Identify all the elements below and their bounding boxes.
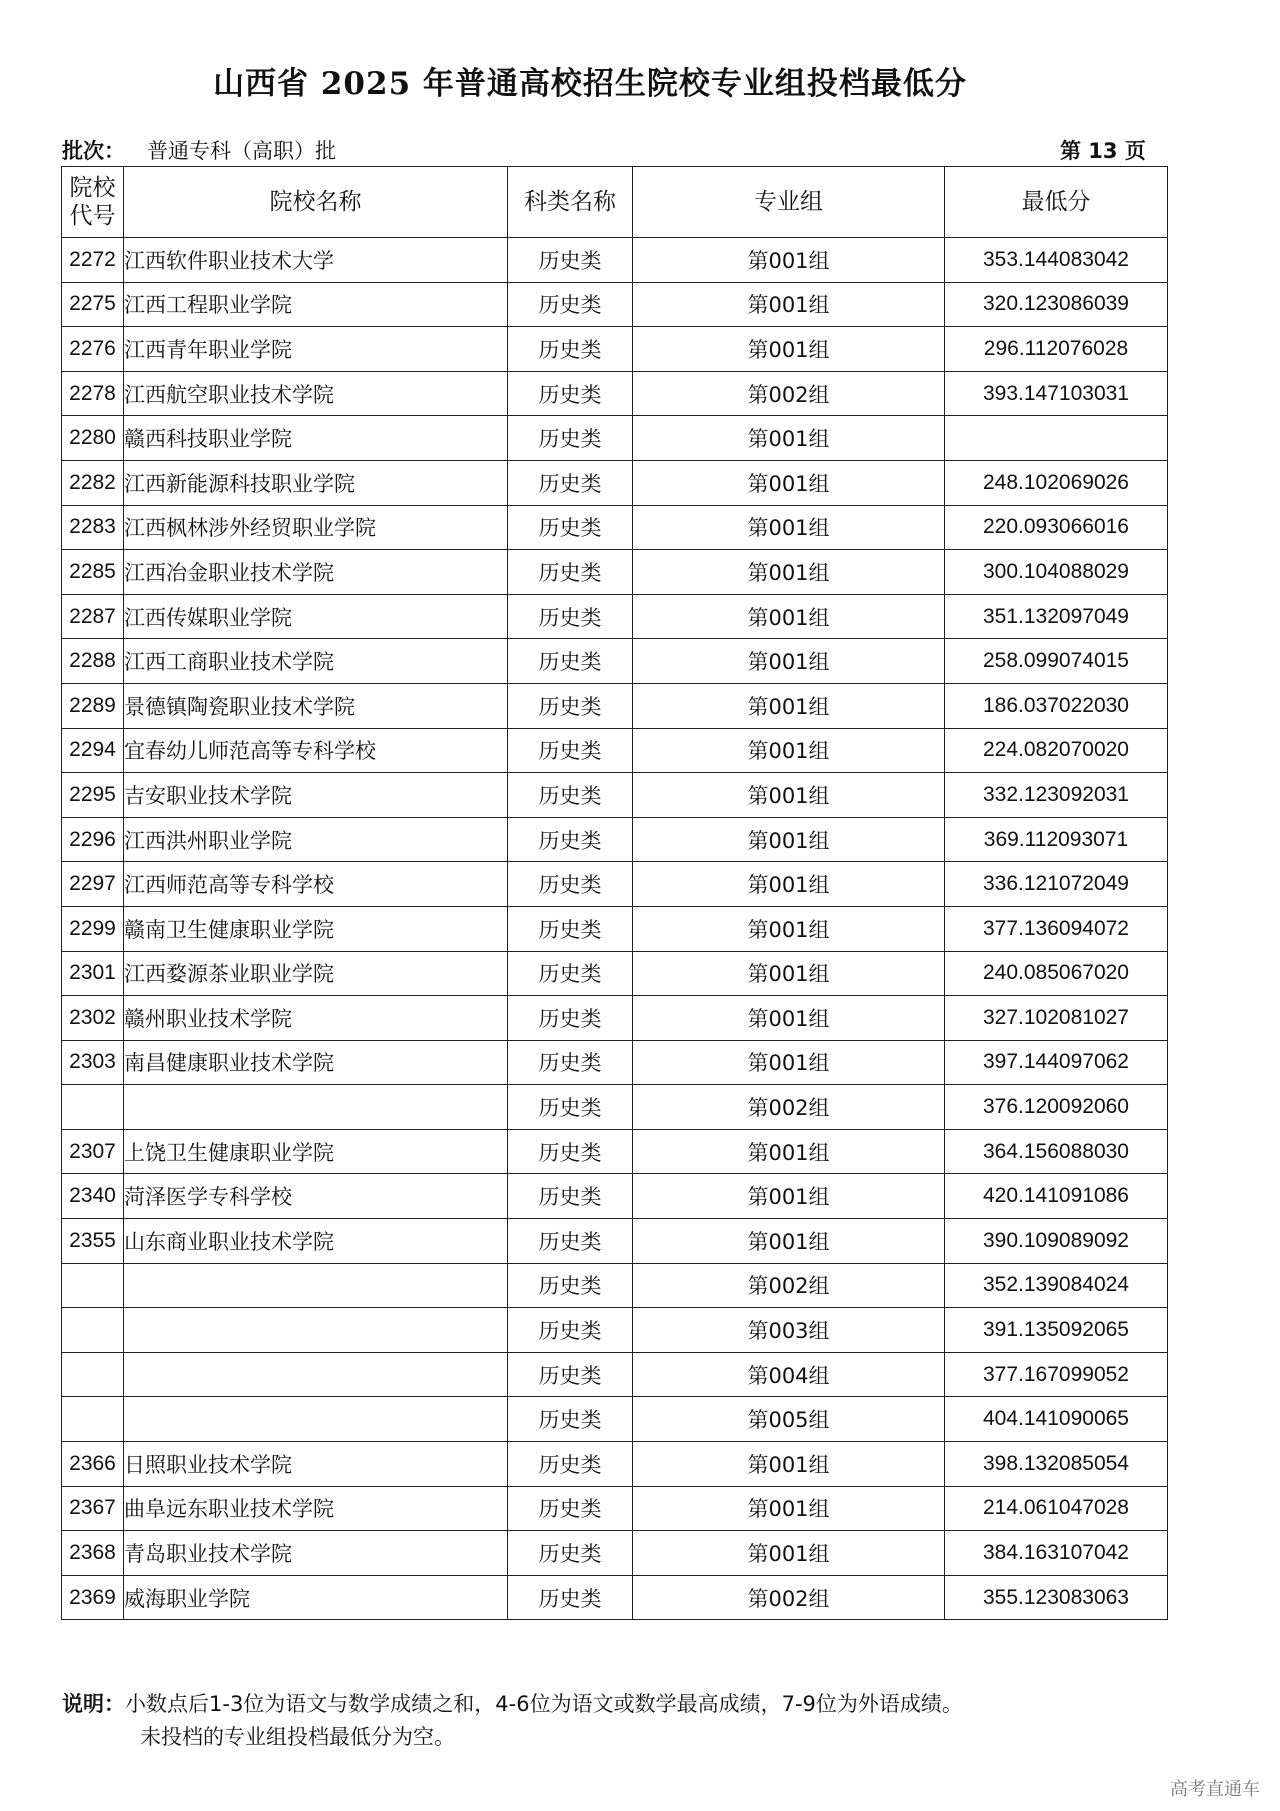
table-row bbox=[62, 1174, 1168, 1219]
row-school-name: 江西师范高等专科学校 bbox=[124, 862, 508, 907]
table-row bbox=[62, 1442, 1168, 1487]
note-line1: 小数点后1-3位为语文与数学成绩之和，4-6位为语文或数学最高成绩，7-9位为外语成绩。 bbox=[125, 1692, 963, 1716]
row-code bbox=[62, 1308, 124, 1353]
row-category: 历史类 bbox=[508, 773, 633, 818]
header-category: 科类名称 bbox=[508, 167, 633, 238]
row-group: 第002组 bbox=[633, 1575, 945, 1620]
row-school-name: 江西工程职业学院 bbox=[124, 282, 508, 327]
row-category: 历史类 bbox=[508, 951, 633, 996]
row-school-name: 江西工商职业技术学院 bbox=[124, 639, 508, 684]
row-group: 第004组 bbox=[633, 1352, 945, 1397]
row-category: 历史类 bbox=[508, 1352, 633, 1397]
row-code: 2369 bbox=[62, 1575, 124, 1620]
row-group: 第001组 bbox=[633, 1219, 945, 1264]
header-score: 最低分 bbox=[945, 167, 1168, 238]
row-category: 历史类 bbox=[508, 1575, 633, 1620]
row-school-name: 菏泽医学专科学校 bbox=[124, 1174, 508, 1219]
table-row bbox=[62, 862, 1168, 907]
row-min-score: 336.121072049 bbox=[945, 862, 1168, 907]
table-row bbox=[62, 1263, 1168, 1308]
table-row bbox=[62, 951, 1168, 996]
batch-label: 批次： bbox=[62, 139, 125, 163]
row-group: 第001组 bbox=[633, 416, 945, 461]
row-min-score: 220.093066016 bbox=[945, 505, 1168, 550]
footnote bbox=[62, 1688, 1182, 1754]
row-school-name: 青岛职业技术学院 bbox=[124, 1531, 508, 1576]
row-group: 第001组 bbox=[633, 1531, 945, 1576]
row-min-score: 384.163107042 bbox=[945, 1531, 1168, 1576]
row-category: 历史类 bbox=[508, 1442, 633, 1487]
row-min-score: 404.141090065 bbox=[945, 1397, 1168, 1442]
row-school-name: 江西洪州职业学院 bbox=[124, 817, 508, 862]
row-min-score: 420.141091086 bbox=[945, 1174, 1168, 1219]
header-code bbox=[62, 167, 124, 238]
row-min-score: 258.099074015 bbox=[945, 639, 1168, 684]
row-group: 第001组 bbox=[633, 1129, 945, 1174]
row-code: 2307 bbox=[62, 1129, 124, 1174]
row-group: 第001组 bbox=[633, 951, 945, 996]
row-category: 历史类 bbox=[508, 371, 633, 416]
row-group: 第001组 bbox=[633, 773, 945, 818]
row-code bbox=[62, 1352, 124, 1397]
row-min-score: 224.082070020 bbox=[945, 728, 1168, 773]
row-category: 历史类 bbox=[508, 1486, 633, 1531]
row-min-score: 248.102069026 bbox=[945, 460, 1168, 505]
row-min-score: 377.136094072 bbox=[945, 906, 1168, 951]
row-min-score: 352.139084024 bbox=[945, 1263, 1168, 1308]
row-category: 历史类 bbox=[508, 1129, 633, 1174]
row-code: 2368 bbox=[62, 1531, 124, 1576]
row-school-name: 南昌健康职业技术学院 bbox=[124, 1040, 508, 1085]
row-min-score: 393.147103031 bbox=[945, 371, 1168, 416]
row-code: 2295 bbox=[62, 773, 124, 818]
row-category: 历史类 bbox=[508, 862, 633, 907]
row-school-name: 江西软件职业技术大学 bbox=[124, 238, 508, 283]
row-group: 第001组 bbox=[633, 683, 945, 728]
row-category: 历史类 bbox=[508, 1263, 633, 1308]
row-min-score: 320.123086039 bbox=[945, 282, 1168, 327]
row-category: 历史类 bbox=[508, 1397, 633, 1442]
row-code: 2288 bbox=[62, 639, 124, 684]
table-row bbox=[62, 906, 1168, 951]
row-school-name: 赣南卫生健康职业学院 bbox=[124, 906, 508, 951]
row-group: 第001组 bbox=[633, 1442, 945, 1487]
row-category: 历史类 bbox=[508, 1531, 633, 1576]
row-code: 2297 bbox=[62, 862, 124, 907]
row-category: 历史类 bbox=[508, 1085, 633, 1130]
row-category: 历史类 bbox=[508, 1219, 633, 1264]
row-group: 第001组 bbox=[633, 238, 945, 283]
table-row bbox=[62, 327, 1168, 372]
row-min-score: 391.135092065 bbox=[945, 1308, 1168, 1353]
row-category: 历史类 bbox=[508, 460, 633, 505]
note-line2: 未投档的专业组投档最低分为空。 bbox=[140, 1725, 455, 1749]
row-category: 历史类 bbox=[508, 1308, 633, 1353]
row-min-score: 355.123083063 bbox=[945, 1575, 1168, 1620]
row-school-name: 江西航空职业技术学院 bbox=[124, 371, 508, 416]
row-min-score: 351.132097049 bbox=[945, 594, 1168, 639]
row-school-name: 江西新能源科技职业学院 bbox=[124, 460, 508, 505]
table-header-row bbox=[62, 167, 1168, 238]
row-min-score: 300.104088029 bbox=[945, 550, 1168, 595]
row-group: 第001组 bbox=[633, 1040, 945, 1085]
row-school-name: 江西传媒职业学院 bbox=[124, 594, 508, 639]
row-code: 2272 bbox=[62, 238, 124, 283]
table-row bbox=[62, 1308, 1168, 1353]
table-row bbox=[62, 683, 1168, 728]
row-category: 历史类 bbox=[508, 1040, 633, 1085]
row-category: 历史类 bbox=[508, 817, 633, 862]
row-code: 2285 bbox=[62, 550, 124, 595]
row-group: 第001组 bbox=[633, 460, 945, 505]
batch-value: 普通专科（高职）批 bbox=[147, 139, 336, 163]
row-code: 2294 bbox=[62, 728, 124, 773]
table-row bbox=[62, 773, 1168, 818]
row-min-score: 186.037022030 bbox=[945, 683, 1168, 728]
table-row bbox=[62, 1040, 1168, 1085]
row-min-score: 327.102081027 bbox=[945, 996, 1168, 1041]
row-category: 历史类 bbox=[508, 416, 633, 461]
row-school-name: 江西冶金职业技术学院 bbox=[124, 550, 508, 595]
row-code: 2301 bbox=[62, 951, 124, 996]
row-code: 2287 bbox=[62, 594, 124, 639]
row-group: 第001组 bbox=[633, 327, 945, 372]
table-row bbox=[62, 416, 1168, 461]
row-group: 第002组 bbox=[633, 1085, 945, 1130]
row-min-score: 214.061047028 bbox=[945, 1486, 1168, 1531]
row-category: 历史类 bbox=[508, 282, 633, 327]
row-school-name bbox=[124, 1263, 508, 1308]
row-code: 2275 bbox=[62, 282, 124, 327]
row-group: 第001组 bbox=[633, 817, 945, 862]
table-row bbox=[62, 238, 1168, 283]
row-school-name: 日照职业技术学院 bbox=[124, 1442, 508, 1487]
table-row bbox=[62, 996, 1168, 1041]
table-row bbox=[62, 817, 1168, 862]
row-school-name: 赣州职业技术学院 bbox=[124, 996, 508, 1041]
watermark: 高考直通车 bbox=[1170, 1779, 1260, 1800]
table-row bbox=[62, 1352, 1168, 1397]
score-table bbox=[61, 166, 1168, 1620]
table-row bbox=[62, 1531, 1168, 1576]
row-school-name: 景德镇陶瓷职业技术学院 bbox=[124, 683, 508, 728]
row-code: 2283 bbox=[62, 505, 124, 550]
table-row bbox=[62, 1085, 1168, 1130]
note-label: 说明： bbox=[62, 1692, 125, 1716]
row-group: 第001组 bbox=[633, 594, 945, 639]
row-school-name: 山东商业职业技术学院 bbox=[124, 1219, 508, 1264]
row-code: 2302 bbox=[62, 996, 124, 1041]
row-category: 历史类 bbox=[508, 639, 633, 684]
row-group: 第001组 bbox=[633, 1174, 945, 1219]
row-code: 2299 bbox=[62, 906, 124, 951]
row-min-score: 376.120092060 bbox=[945, 1085, 1168, 1130]
row-code: 2366 bbox=[62, 1442, 124, 1487]
row-school-name: 赣西科技职业学院 bbox=[124, 416, 508, 461]
table-row bbox=[62, 371, 1168, 416]
row-min-score: 240.085067020 bbox=[945, 951, 1168, 996]
header-group: 专业组 bbox=[633, 167, 945, 238]
table-row bbox=[62, 728, 1168, 773]
row-school-name: 吉安职业技术学院 bbox=[124, 773, 508, 818]
table-row bbox=[62, 550, 1168, 595]
row-code: 2303 bbox=[62, 1040, 124, 1085]
row-school-name: 上饶卫生健康职业学院 bbox=[124, 1129, 508, 1174]
row-group: 第001组 bbox=[633, 639, 945, 684]
row-group: 第002组 bbox=[633, 1263, 945, 1308]
row-category: 历史类 bbox=[508, 1174, 633, 1219]
row-min-score: 296.112076028 bbox=[945, 327, 1168, 372]
row-code bbox=[62, 1397, 124, 1442]
row-school-name bbox=[124, 1308, 508, 1353]
row-min-score: 397.144097062 bbox=[945, 1040, 1168, 1085]
row-group: 第001组 bbox=[633, 550, 945, 595]
row-school-name: 曲阜远东职业技术学院 bbox=[124, 1486, 508, 1531]
table-row bbox=[62, 594, 1168, 639]
row-group: 第001组 bbox=[633, 996, 945, 1041]
row-category: 历史类 bbox=[508, 505, 633, 550]
row-code: 2282 bbox=[62, 460, 124, 505]
row-school-name bbox=[124, 1352, 508, 1397]
row-min-score: 390.109089092 bbox=[945, 1219, 1168, 1264]
row-code: 2296 bbox=[62, 817, 124, 862]
row-group: 第001组 bbox=[633, 862, 945, 907]
row-group: 第001组 bbox=[633, 282, 945, 327]
row-category: 历史类 bbox=[508, 728, 633, 773]
batch-info bbox=[62, 135, 336, 165]
row-min-score: 398.132085054 bbox=[945, 1442, 1168, 1487]
row-group: 第001组 bbox=[633, 1486, 945, 1531]
row-group: 第005组 bbox=[633, 1397, 945, 1442]
table-row bbox=[62, 282, 1168, 327]
row-min-score bbox=[945, 416, 1168, 461]
row-school-name: 威海职业学院 bbox=[124, 1575, 508, 1620]
table-row bbox=[62, 1397, 1168, 1442]
row-school-name bbox=[124, 1397, 508, 1442]
row-group: 第001组 bbox=[633, 728, 945, 773]
page-title: 山西省 2025 年普通高校招生院校专业组投档最低分 bbox=[213, 66, 967, 102]
page-number: 第 13 页 bbox=[1060, 139, 1146, 163]
row-min-score: 364.156088030 bbox=[945, 1129, 1168, 1174]
row-code: 2355 bbox=[62, 1219, 124, 1264]
row-min-score: 369.112093071 bbox=[945, 817, 1168, 862]
table-row bbox=[62, 1575, 1168, 1620]
row-code bbox=[62, 1085, 124, 1130]
table-row bbox=[62, 1129, 1168, 1174]
row-code: 2278 bbox=[62, 371, 124, 416]
row-code: 2367 bbox=[62, 1486, 124, 1531]
row-group: 第002组 bbox=[633, 371, 945, 416]
row-category: 历史类 bbox=[508, 327, 633, 372]
table-row bbox=[62, 460, 1168, 505]
row-min-score: 332.123092031 bbox=[945, 773, 1168, 818]
row-code: 2280 bbox=[62, 416, 124, 461]
table-row bbox=[62, 505, 1168, 550]
row-school-name: 江西枫林涉外经贸职业学院 bbox=[124, 505, 508, 550]
table-body bbox=[62, 238, 1168, 1620]
row-group: 第001组 bbox=[633, 505, 945, 550]
row-group: 第001组 bbox=[633, 906, 945, 951]
row-school-name: 宜春幼儿师范高等专科学校 bbox=[124, 728, 508, 773]
row-school-name: 江西青年职业学院 bbox=[124, 327, 508, 372]
row-code: 2289 bbox=[62, 683, 124, 728]
row-min-score: 353.144083042 bbox=[945, 238, 1168, 283]
row-category: 历史类 bbox=[508, 550, 633, 595]
row-category: 历史类 bbox=[508, 594, 633, 639]
row-school-name bbox=[124, 1085, 508, 1130]
table-row bbox=[62, 1219, 1168, 1264]
header-name: 院校名称 bbox=[124, 167, 508, 238]
header-code-line2: 代号 bbox=[69, 203, 116, 229]
table-row bbox=[62, 639, 1168, 684]
row-code: 2340 bbox=[62, 1174, 124, 1219]
table-row bbox=[62, 1486, 1168, 1531]
row-code: 2276 bbox=[62, 327, 124, 372]
row-category: 历史类 bbox=[508, 238, 633, 283]
row-code bbox=[62, 1263, 124, 1308]
header-code-line1: 院校 bbox=[69, 175, 116, 201]
row-category: 历史类 bbox=[508, 996, 633, 1041]
row-group: 第003组 bbox=[633, 1308, 945, 1353]
row-category: 历史类 bbox=[508, 906, 633, 951]
row-min-score: 377.167099052 bbox=[945, 1352, 1168, 1397]
row-school-name: 江西婺源茶业职业学院 bbox=[124, 951, 508, 996]
row-category: 历史类 bbox=[508, 683, 633, 728]
